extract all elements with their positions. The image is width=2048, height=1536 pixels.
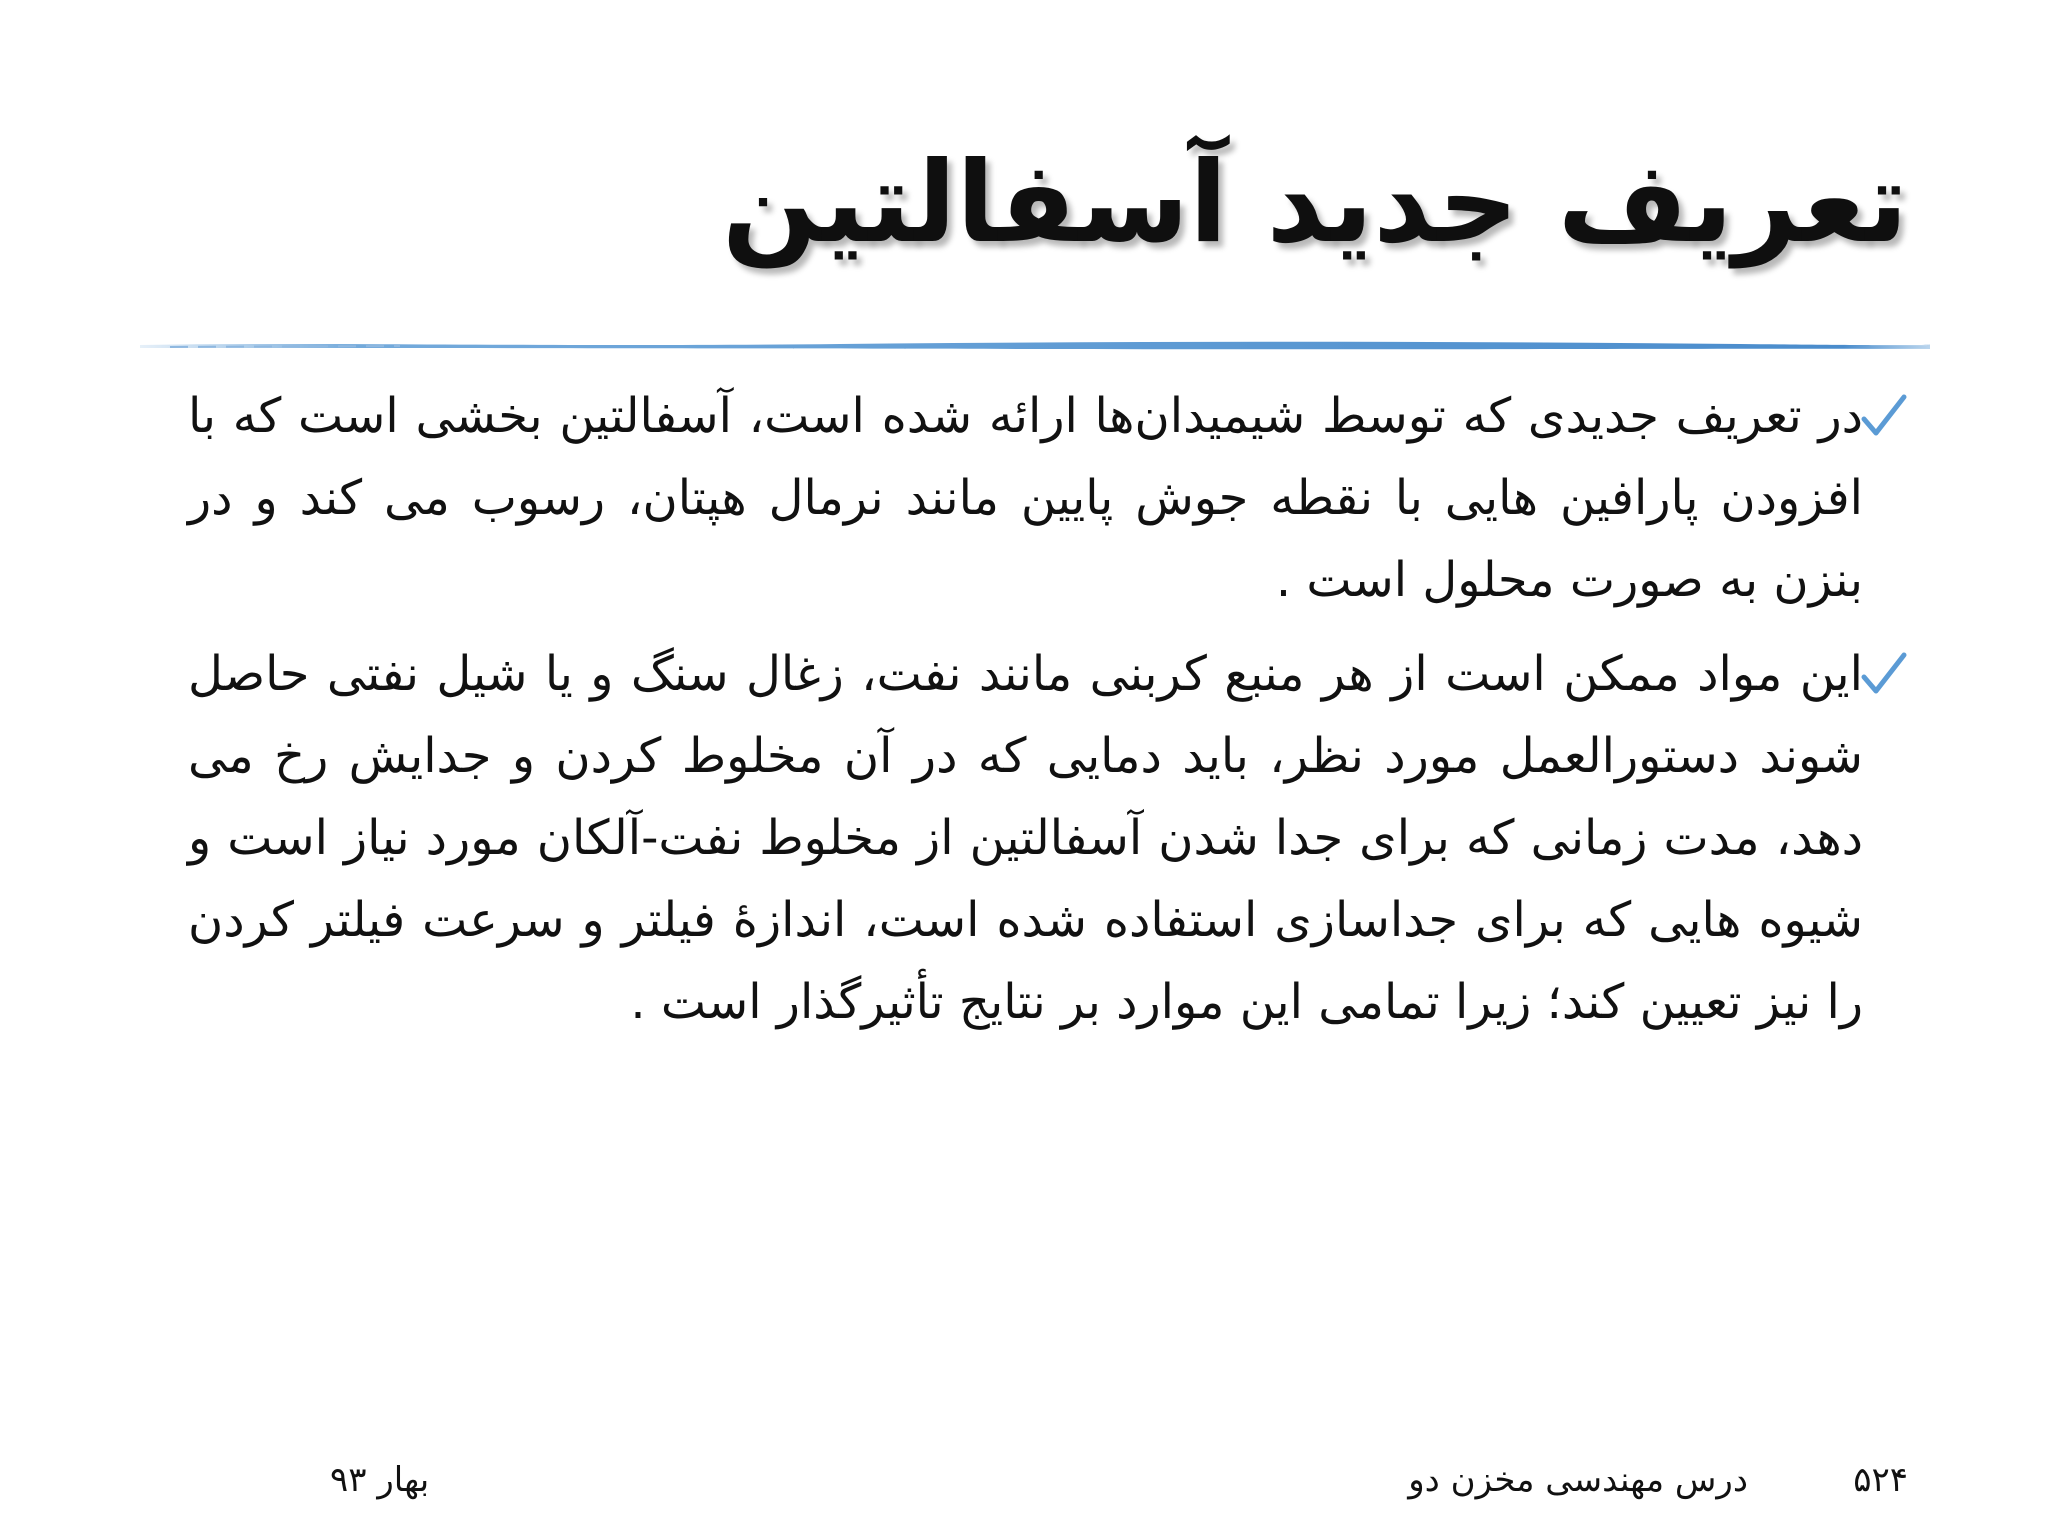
slide-body bbox=[188, 375, 1908, 1043]
footer-page-number: ۵۲۴ bbox=[1853, 1460, 1908, 1500]
bullet-text: در تعریف جدیدی که توسط شیمیدان‌ها ارائه شده است، آسفالتین بخشی است که با افزودن پارافین هایی با نقطه جوش پایین مانند نرمال هپتان، رسوب می کند و در بنزن به صورت محلول است . bbox=[188, 388, 1863, 608]
bullet-item bbox=[188, 375, 1908, 621]
footer-term: بهار ۹۳ bbox=[330, 1460, 430, 1500]
slide-title: تعریف جدید آسفالتین bbox=[721, 138, 1908, 268]
bullet-item bbox=[188, 633, 1908, 1043]
check-icon bbox=[1860, 393, 1908, 439]
title-divider bbox=[140, 336, 1930, 354]
footer-course-name: درس مهندسی مخزن دو bbox=[1408, 1460, 1748, 1500]
bullet-text: این مواد ممکن است از هر منبع کربنی مانند نفت، زغال سنگ و یا شیل نفتی حاصل شوند دستورالعمل مورد نظر، باید دمایی که در آن مخلوط کردن و جدایش رخ می دهد، مدت زمانی که برای جدا شدن آسفالتین از مخلوط نفت-آلکان مورد نیاز است و شیوه هایی که برای جداسازی استفاده شده است، اندازهٔ فیلتر و سرعت فیلتر کردن را نیز تعیین کند؛ زیرا تمامی این موارد بر نتایج تأثیرگذار است . bbox=[188, 646, 1863, 1030]
check-icon bbox=[1860, 651, 1908, 697]
